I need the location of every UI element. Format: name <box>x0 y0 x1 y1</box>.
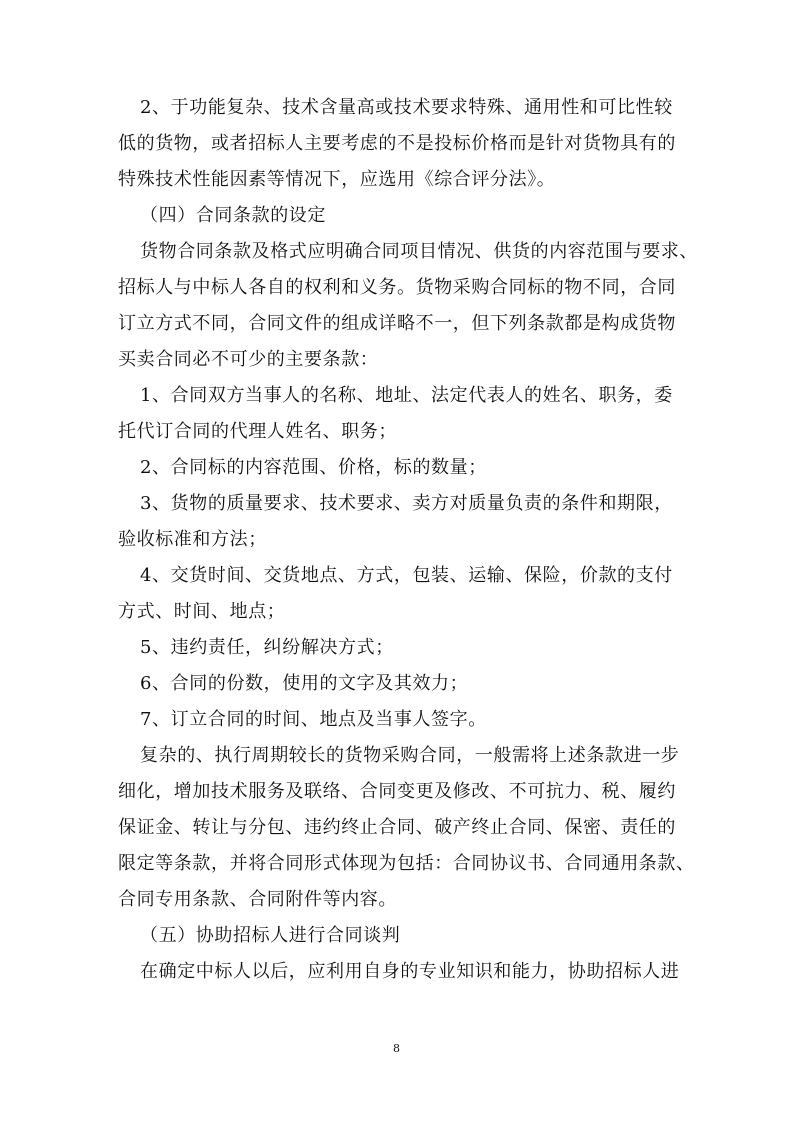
list-item-4-line-1: 4、交货时间、交货地点、方式，包装、运输、保险，价款的支付 <box>140 565 673 586</box>
paragraph-line-5: 货物合同条款及格式应明确合同项目情况、供货的内容范围与要求、 <box>140 241 698 262</box>
list-item-5: 5、违约责任，纠纷解决方式； <box>140 637 394 658</box>
paragraph-line-6: 招标人与中标人各自的权利和义务。货物采购合同标的物不同，合同 <box>118 277 676 298</box>
section-heading-5: （五）协助招标人进行合同谈判 <box>140 925 401 946</box>
paragraph-line-3: 特殊技术性能因素等情况下，应选用《综合评分法》。 <box>118 169 556 190</box>
list-item-3-line-2: 验收标准和方法； <box>118 529 267 550</box>
paragraph-line-21: 保证金、转让与分包、违约终止合同、破产终止合同、保密、责任的 <box>118 817 676 838</box>
list-item-7: 7、订立合同的时间、地点及当事人签字。 <box>140 709 487 730</box>
paragraph-line-20: 细化，增加技术服务及联络、合同变更及修改、不可抗力、税、履约 <box>118 781 676 802</box>
paragraph-line-8: 买卖合同必不可少的主要条款： <box>118 349 379 370</box>
paragraph-line-25: 在确定中标人以后，应利用自身的专业知识和能力，协助招标人进 <box>140 961 680 982</box>
list-item-6: 6、合同的份数，使用的文字及其效力； <box>140 673 469 694</box>
paragraph-line-22: 限定等条款，并将合同形式体现为包括：合同协议书、合同通用条款、 <box>118 853 695 874</box>
list-item-1-line-1: 1、合同双方当事人的名称、地址、法定代表人的姓名、职务，委 <box>140 385 673 406</box>
list-item-3-line-1: 3、货物的质量要求、技术要求、卖方对质量负责的条件和期限， <box>140 493 673 514</box>
paragraph-line-2: 低的货物，或者招标人主要考虑的不是投标价格而是针对货物具有的 <box>118 133 676 154</box>
paragraph-line-23: 合同专用条款、合同附件等内容。 <box>118 889 397 910</box>
list-item-4-line-2: 方式、时间、地点； <box>118 601 286 622</box>
paragraph-line-19: 复杂的、执行周期较长的货物采购合同，一般需将上述条款进一步 <box>140 745 680 766</box>
list-item-1-line-2: 托代订合同的代理人姓名、职务； <box>118 421 397 442</box>
paragraph-line-1: 2、于功能复杂、技术含量高或技术要求特殊、通用性和可比性较 <box>140 97 673 118</box>
list-item-2: 2、合同标的内容范围、价格，标的数量； <box>140 457 487 478</box>
paragraph-line-7: 订立方式不同，合同文件的组成详略不一，但下列条款都是构成货物 <box>118 313 676 334</box>
section-heading-4: （四）合同条款的设定 <box>140 205 326 226</box>
page-number: 8 <box>393 1042 400 1055</box>
